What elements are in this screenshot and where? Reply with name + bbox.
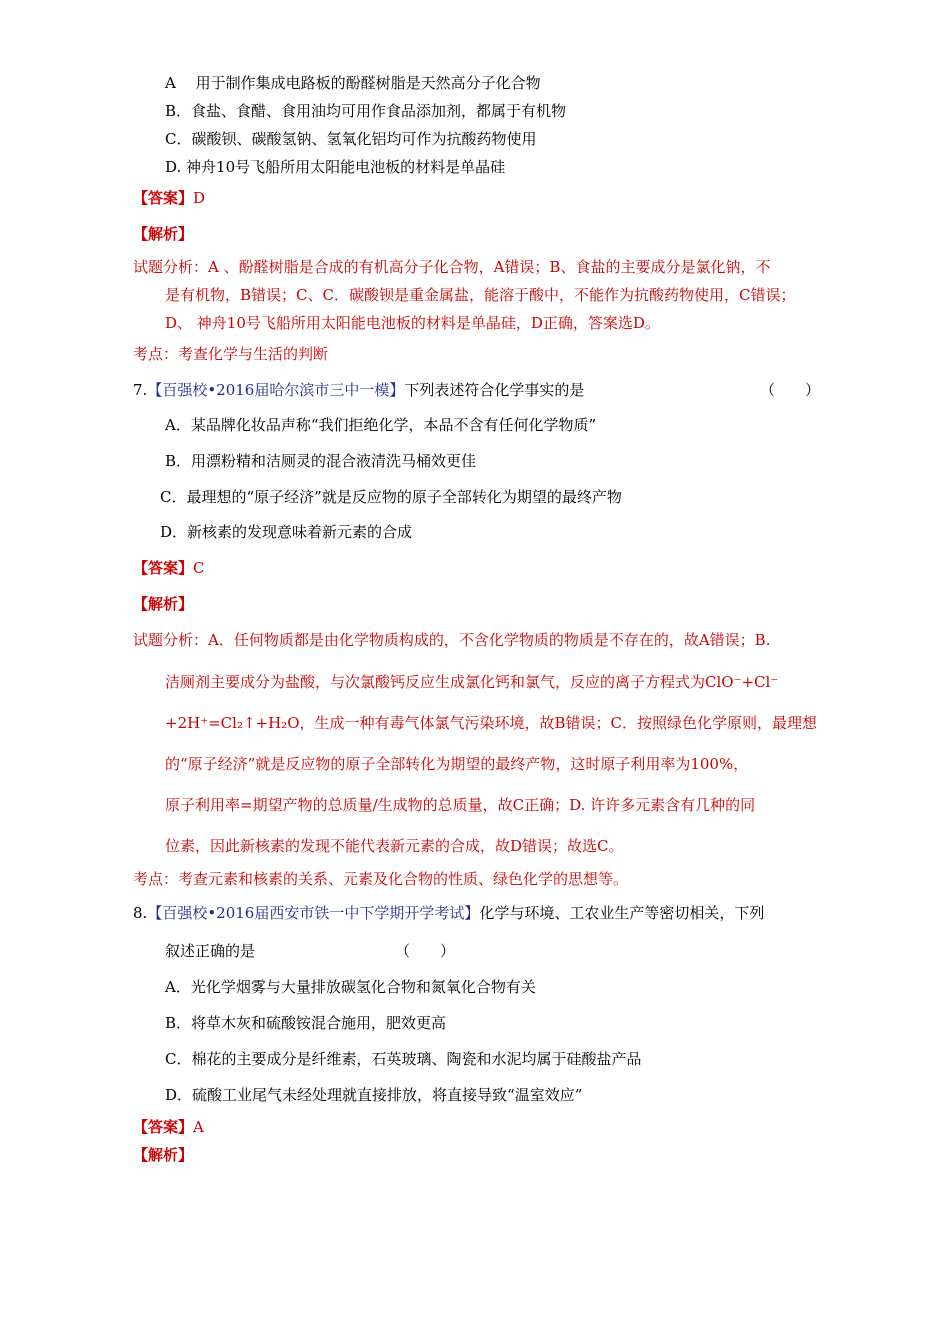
q7-stem: 下列表述符合化学事实的是 (404, 381, 585, 399)
q7-header (133, 380, 584, 400)
q7-option-d: D．新核素的发现意味着新元素的合成 (160, 523, 413, 541)
q8-stem-continued: 叙述正确的是 (165, 942, 256, 960)
q7-analysis-line-3: +2H⁺=Cl₂↑+H₂O，生成一种有毒气体氯气污染环境，故B错误；C．按照绿色化学原则，最理想 (165, 714, 817, 732)
q6-option-d: D. 神舟10号飞船所用太阳能电池板的材料是单晶硅 (165, 158, 506, 176)
q6-analysis-line-2: 是有机物，B错误；C、C．碳酸钡是重金属盐，能溶于酸中，不能作为抗酸药物使用，C错误； (165, 286, 796, 304)
q8-number: 8. (133, 904, 148, 922)
q8-option-a: A．光化学烟雾与大量排放碳氢化合物和氮氧化合物有关 (165, 978, 536, 996)
q7-analysis-line-2: 洁厕剂主要成分为盐酸，与次氯酸钙反应生成氯化钙和氯气，反应的离子方程式为ClO⁻+Cl⁻ (165, 673, 779, 691)
q6-answer: D (193, 189, 206, 207)
q7-option-c: C．最理想的“原子经济”就是反应物的原子全部转化为期望的最终产物 (160, 488, 622, 506)
q6-option-c: C．碳酸钡、碳酸氢钠、氢氧化铝均可作为抗酸药物使用 (165, 130, 537, 148)
q8-analysis-tag: 【解析】 (133, 1146, 194, 1164)
q6-analysis-line-1: 试题分析：A 、酚醛树脂是合成的有机高分子化合物，A错误；B、食盐的主要成分是氯化钠，不 (133, 258, 771, 276)
q7-answer-paren: （ ） (760, 381, 821, 399)
q8-answer: A (193, 1118, 204, 1136)
q8-option-b: B．将草木灰和硫酸铵混合施用，肥效更高 (165, 1014, 447, 1032)
q8-stem: 化学与环境、工农业生产等密切相关，下列 (479, 904, 765, 922)
q7-analysis-line-5: 原子利用率=期望产物的总质量/生成物的总质量，故C正确；D. 许许多元素含有几种的同 (165, 796, 756, 814)
q8-answer-paren: （ ） (395, 942, 456, 960)
q7-analysis-line-6: 位素，因此新核素的发现不能代表新元素的合成，故D错误；故选C。 (165, 837, 624, 855)
q7-option-b: B．用漂粉精和洁厕灵的混合液清洗马桶效更佳 (165, 452, 477, 470)
q6-option-a: A 用于制作集成电路板的酚醛树脂是天然高分子化合物 (165, 74, 541, 92)
q7-answer-tag: 【答案】 (133, 559, 194, 577)
q6-point: 考点：考查化学与生活的判断 (133, 345, 329, 363)
q6-option-b: B．食盐、食醋、食用油均可用作食品添加剂，都属于有机物 (165, 102, 567, 120)
q7-source: 【百强校•2016届哈尔滨市三中一模】 (147, 381, 405, 399)
q6-analysis-line-3: D、 神舟10号飞船所用太阳能电池板的材料是单晶硅，D正确，答案选D。 (165, 314, 660, 332)
q7-answer-row (133, 558, 205, 578)
q8-header (133, 903, 764, 923)
q7-answer: C (193, 559, 205, 577)
q7-point: 考点：考查元素和核素的关系、元素及化合物的性质、绿色化学的思想等。 (133, 870, 629, 888)
q6-analysis-tag: 【解析】 (133, 225, 194, 243)
q7-analysis-tag: 【解析】 (133, 595, 194, 613)
q6-answer-row (133, 188, 205, 208)
q7-analysis-line-1: 试题分析：A．任何物质都是由化学物质构成的，不含化学物质的物质是不存在的，故A错误；B. (133, 631, 771, 649)
q8-option-c: C．棉花的主要成分是纤维素，石英玻璃、陶瓷和水泥均属于硅酸盐产品 (165, 1050, 642, 1068)
q7-analysis-line-4: 的“原子经济”就是反应物的原子全部转化为期望的最终产物，这时原子利用率为100%， (165, 755, 749, 773)
q7-option-a: A．某品牌化妆品声称“我们拒绝化学，本品不含有任何化学物质” (165, 416, 597, 434)
q8-answer-row (133, 1117, 204, 1137)
q8-option-d: D．硫酸工业尾气未经处理就直接排放，将直接导致“温室效应” (165, 1086, 583, 1104)
q8-answer-tag: 【答案】 (133, 1118, 194, 1136)
q8-source: 【百强校•2016届西安市铁一中下学期开学考试】 (147, 904, 480, 922)
q6-answer-tag: 【答案】 (133, 189, 194, 207)
q7-number: 7. (133, 381, 148, 399)
